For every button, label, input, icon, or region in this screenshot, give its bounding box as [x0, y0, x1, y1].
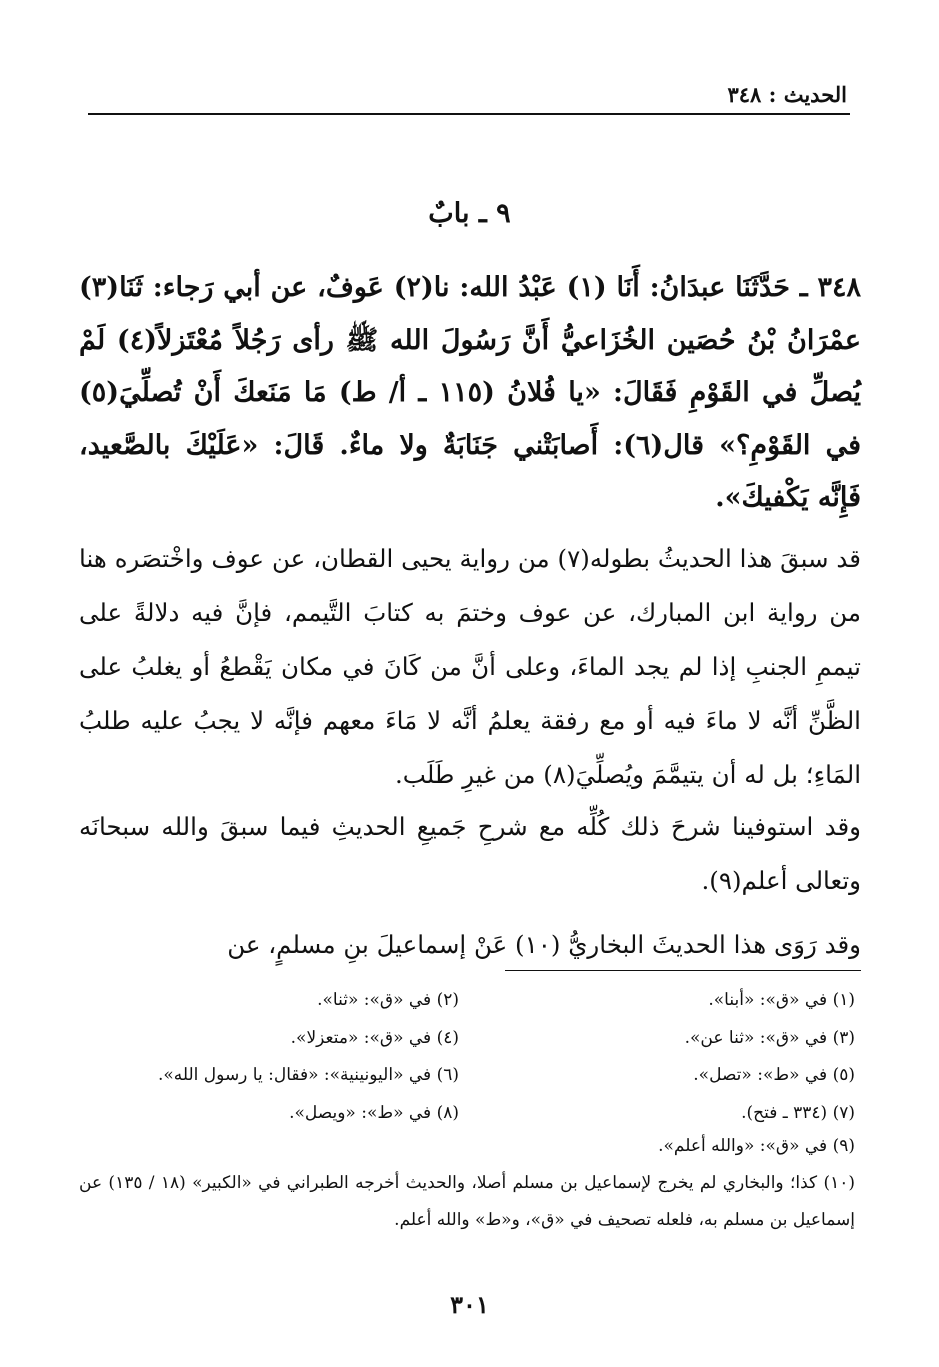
footnote-3: (٣) في «ق»: «ثنا عن».	[684, 1027, 855, 1048]
commentary-paragraph-1: قد سبقَ هذا الحديثُ بطوله(٧) من رواية يحيى القطان، عن عوف واخْتصَره هنا من رواية ابن المبارك، عن عوف وختمَ به كتابَ التَّيمم، فإنَّ فيه دلالةً على تيممِ الجنبِ إذا لم يجد الماءَ، وعلى أنَّ من كَانَ في مكان يَقْطعُ أو يغلبُ على الظَّنِّ أنَّه لا ماءَ فيه أو مع رفقة يعلمُ أنَّه لا مَاءَ معهم فإنَّه لا يجبُ عليه طلبُ المَاءِ؛ بل له أن يتيمَّمَ ويُصلِّيَ(٨) من غيرِ طَلَب.	[79, 544, 861, 789]
footnote-9: (٩) في «ق»: «والله أعلم».	[658, 1136, 855, 1156]
footnotes-grid	[79, 982, 855, 1132]
footnote-5: (٥) في «ط»: «تصل».	[693, 1065, 855, 1085]
page-number: ٣٠١	[450, 1290, 489, 1319]
commentary-paragraph-2: وقد استوفينا شرحَ ذلك كُلِّه مع شرحِ جَميعِ الحديثِ فيما سبقَ والله سبحانَه وتعالى أعلم(٩).	[79, 812, 861, 895]
footnote-10: (١٠) كذا؛ والبخاري لم يخرج لإسماعيل بن مسلم أصلا، والحديث أخرجه الطبراني في «الكبير» (١٨ / ١٣٥) عن إسماعيل بن مسلم به، فلعله تصحيف في «ق»، و«ط» والله أعلم.	[79, 1173, 855, 1230]
footnote-rule	[505, 970, 861, 971]
hadith-text: ٣٤٨ ـ حَدَّثَنَا عبدَانُ: أَنَا (١) عَبْدُ الله: نا(٢) عَوفٌ، عن أبي رَجاء: ثَنَا(٣) عمْرَانُ بْنُ حُصَين الخُزَاعيُّ أَنَّ رَسُولَ الله ﷺ رأى رَجُلاً مُعْتَزلاً(٤) لَمْ يُصلِّ في القَوْمِ فَقَالَ: «يا فُلانُ (١١٥ ـ أ/ ط) مَا مَنَعكَ أَنْ تُصلِّيَ(٥) في القَوْمِ؟» قال(٦): أَصابَتْني جَنَابَةٌ ولا ماءٌ. قَالَ: «عَلَيْكَ بالصَّعيد، فَإِنَّه يَكْفيكَ».	[79, 272, 862, 513]
chapter-title: ٩ ـ بابٌ	[428, 198, 511, 229]
footnote-8: (٨) في «ط»: «ويصل».	[289, 1102, 459, 1123]
footnote-1: (١) في «ق»: «أبنا».	[708, 990, 855, 1010]
footnote-4: (٤) في «ق»: «متعزلا».	[290, 1027, 459, 1048]
header-rule	[88, 113, 850, 115]
commentary-paragraph-3: وقد رَوَى هذا الحديثَ البخاريُّ (١٠) عَنْ إسماعيلَ بنِ مسلمٍ، عن	[227, 930, 861, 959]
footnote-6: (٦) في «اليونينية»: «فقال: يا رسول الله».	[157, 1065, 459, 1085]
footnote-7: (٧) (٣٣٤ ـ فتح).	[741, 1102, 855, 1123]
footnote-2: (٢) في «ق»: «ثنا».	[317, 990, 459, 1010]
running-head: الحديث : ٣٤٨	[727, 82, 847, 107]
